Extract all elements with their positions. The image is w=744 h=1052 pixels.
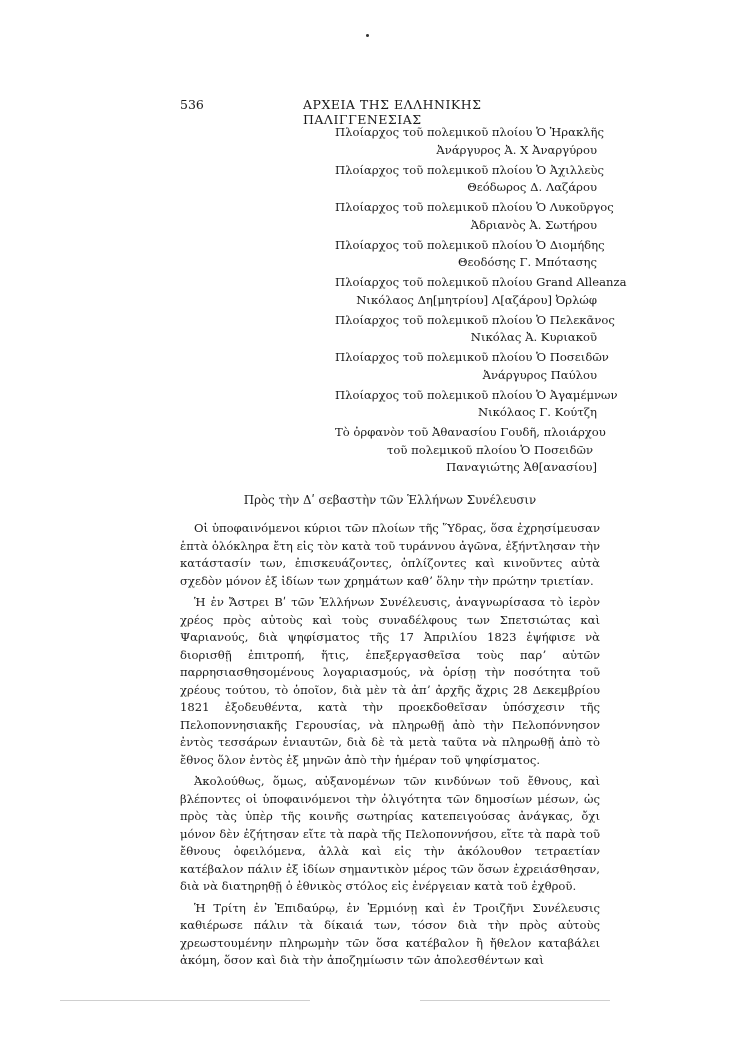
signatory-rank: Πλοίαρχος τοῦ πολεμικοῦ πλοίου Ὁ Ἀχιλλεὺς — [335, 162, 604, 177]
signatory-name: Ἀδριανὸς Ἀ. Σωτήρου — [470, 217, 597, 232]
signatory-name: Ἀνάργυρος Παύλου — [482, 367, 597, 382]
signatory-rank: Πλοίαρχος τοῦ πολεμικοῦ πλοίου Ὁ Πελεκᾶνος — [335, 312, 615, 327]
signatory-name: Θεόδωρος Δ. Λαζάρου — [467, 180, 597, 194]
last-signatory-line2: τοῦ πολεμικοῦ πλοίου Ὁ Ποσειδῶν — [387, 442, 594, 457]
signatory-rank: Πλοίαρχος τοῦ πολεμικοῦ πλοίου Ὁ Ἀγαμέμνων — [335, 387, 618, 402]
body-paragraph: Ἡ Τρίτη ἐν Ἐπιδαύρῳ, ἐν Ἑρμιόνῃ καὶ ἐν Τροιζῆνι Συνέλευσις καθιέρωσε πάλιν τὰ δίκαιά των, τόσον διὰ τὴν πρὸς αὐτοὺς χρεωστουμένην πληρωμὴν τῶν ὅσα κατέβαλον ἢ ἤθελον καταβάλει ἀκόμη, ὅσον καὶ διὰ τὴν ἀποζημίωσιν τῶν ἀπολεσθέντων καὶ — [180, 900, 600, 967]
body-paragraph: Ἡ ἐν Ἄστρει Βʹ τῶν Ἑλλήνων Συνέλευσις, ἀναγνωρίσασα τὸ ἱερὸν χρέος πρὸς αὐτοὺς καὶ τοὺς συναδέλφους των Σπετσιώτας καὶ Ψαριανούς, διὰ ψηφίσματος τῆς 17 Ἀπριλίου 1823 ἐψήφισε νὰ διορισθῇ ἐπιτροπή, ἥτις, ἐπεξεργασθεῖσα τοὺς παρʼ αὐτῶν παρρησιασθησομένους λογαριασμούς, νὰ ὁρίσῃ τὴν ποσότητα τοῦ χρέους τούτου, τὸ ὁποῖον, διὰ μὲν τὰ ἀπʼ ἀρχῆς ἄχρις 28 Δεκεμβρίου 1821 ἐξοδευθέντα, κατὰ τὴν προεκδοθεῖσαν ὑπόσχεσιν τῆς Πελοποννησιακῆς Γερουσίας, νὰ πληρωθῇ ἀπὸ τὴν Πελοπόννησον ἐντὸς τεσσάρων ἐνιαυτῶν, διὰ δὲ τὰ μετὰ ταῦτα νὰ πληρωθῇ ἀπὸ τὸ ἔθνος ὅλον ἐντὸς ἐξ μηνῶν ἀπὸ τὴν ἡμέραν τοῦ ψηφίσματος. — [180, 595, 600, 767]
scan-edge-artifact — [60, 1000, 310, 1001]
page-number: 536 — [180, 97, 204, 112]
last-signatory-line1: Τὸ ὀρφανὸν τοῦ Ἀθανασίου Γουδῆ, πλοιάρχου — [335, 425, 606, 439]
last-signatory-name: Παναγιώτης Ἀθ[ανασίου] — [446, 460, 597, 474]
signatory-name: Νικόλας Ἀ. Κυριακοῦ — [470, 330, 597, 344]
signatory-rank: Πλοίαρχος τοῦ πολεμικοῦ πλοίου Grand Alleanza — [335, 275, 627, 289]
scan-edge-artifact — [420, 1000, 610, 1001]
signatory-rank: Πλοίαρχος τοῦ πολεμικοῦ πλοίου Ὁ Διομήδης — [335, 237, 605, 252]
document-body — [180, 520, 600, 974]
signatory-name: Νικόλαος Γ. Κούτζη — [477, 405, 597, 419]
signatory-rank: Πλοίαρχος τοῦ πολεμικοῦ πλοίου Ὁ Ποσειδῶν — [335, 350, 609, 364]
signatory-name: Νικόλαος Δη[μητρίου] Λ[αζάρου] Ὀρλώφ — [356, 292, 597, 307]
document-title: Πρὸς τὴν Δʹ σεβαστὴν τῶν Ἑλλήνων Συνέλευσιν — [243, 493, 537, 507]
body-paragraph: Οἱ ὑποφαινόμενοι κύριοι τῶν πλοίων τῆς Ὕδρας, ὅσα ἐχρησίμευσαν ἑπτὰ ὁλόκληρα ἔτη εἰς τὸν κατὰ τοῦ τυράννου ἀγῶνα, ἐξήντλησαν τὴν κατάστασίν των, ἐπισκευάζοντες, ὁπλίζοντες καὶ κινοῦντες αὐτὰ σχεδὸν μόνον ἐξ ἰδίων των χρημάτων καθʼ ὅλην τὴν πρώτην τριετίαν. — [180, 521, 600, 588]
signatory-name: Θεοδόσης Γ. Μπότασης — [458, 255, 597, 269]
running-title: ΑΡΧΕΙΑ ΤΗΣ ΕΛΛΗΝΙΚΗΣ ΠΑΛΙΓΓΕΝΕΣΙΑΣ — [303, 97, 482, 127]
signatory-rank: Πλοίαρχος τοῦ πολεμικοῦ πλοίου Ὁ Ἡρακλῆς — [335, 125, 604, 139]
body-paragraph: Ἀκολούθως, ὅμως, αὐξανομένων τῶν κινδύνων τοῦ ἔθνους, καὶ βλέποντες οἱ ὑποφαινόμενοι τὴν ὀλιγότητα τῶν δημοσίων μέσων, ὡς πρὸς τὰς ὑπὲρ τῆς κοινῆς σωτηρίας κατεπειγούσας ἀνάγκας, ὄχι μόνον δὲν ἐζήτησαν εἴτε τὰ παρὰ τῆς Πελοποννήσου, εἴτε τὰ παρὰ τοῦ ἔθνους ὀφειλόμενα, ἀλλὰ καὶ εἰς τὴν ἀκόλουθον τετραετίαν κατέβαλον πάλιν ἐξ ἰδίων σημαντικὸν μέρος τῶν ὅσων ἐχρειάσθησαν, διὰ νὰ διατηρηθῇ ὁ ἐθνικὸς στόλος εἰς ἐνέργειαν κατὰ τοῦ ἐχθροῦ. — [180, 774, 600, 893]
signatory-name: Ἀνάργυρος Ἀ. Χ Ἀναργύρου — [436, 142, 597, 157]
signatories-block — [335, 124, 627, 479]
page-speck — [366, 34, 369, 37]
signatory-rank: Πλοίαρχος τοῦ πολεμικοῦ πλοίου Ὁ Λυκοῦργος — [335, 200, 614, 214]
page-header — [180, 97, 575, 127]
